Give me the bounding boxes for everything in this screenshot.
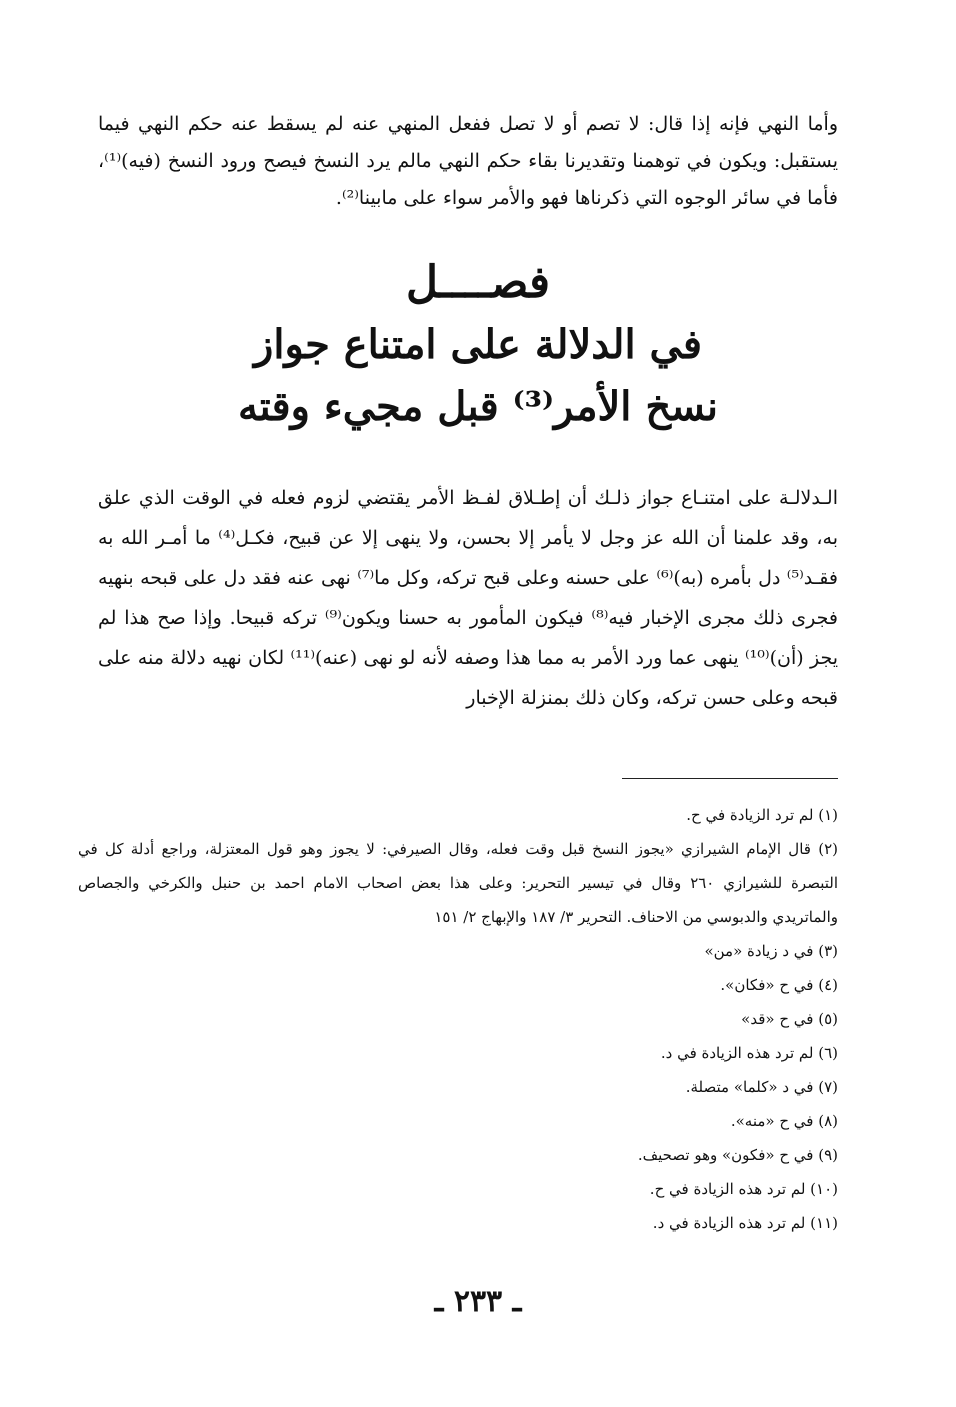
footnote-7: (٧) في د «كلما» متصلة. — [685, 1078, 838, 1096]
footnote-separator — [622, 778, 838, 779]
section-heading-word: فصــــل — [405, 257, 551, 308]
body-paragraph — [98, 478, 838, 718]
footnote-9: (٩) في ح «فكون» وهو تصحيف. — [637, 1146, 838, 1164]
footnote-4: (٤) في ح «فكان». — [720, 976, 838, 994]
body-text: الـدلالـة على امتنـاع جواز ذلـك أن إطـلاق لفـظ الأمر يقتضي لزوم فعله في الوقت الذي علق به، وقد علمنا أن الله عز وجل لا يأمر إلا بحسن، ولا ينهى إلا عن قبيح، فكـل⁽⁴⁾ ما أمـر الله به فقـد⁽⁵⁾ دل بأمره (به)⁽⁶⁾ على حسنه وعلى قبح تركه، وكل ما⁽⁷⁾ نهى عنه فقد دل على قبحه بنهيه فجرى ذلك مجرى الإخبار فيه⁽⁸⁾ فيكون المأمور به حسنا ويكون⁽⁹⁾ تركه قبيحا. وإذا صح هذا لم يجز (أن)⁽¹⁰⁾ ينهى عما ورد الأمر به مما هذا وصفه لأنه لو نهى (عنه)⁽¹¹⁾ لكان نهيه دلالة منه على قبحه وعلى حسن تركه، وكان ذلك بمنزلة الإخبار — [98, 487, 838, 709]
section-heading — [0, 252, 956, 438]
intro-text: وأما النهي فإنه إذا قال: لا تصم أو لا تصل ففعل المنهي عنه لم يسقط عنه حكم النهي فيما يستقبل: ويكون في توهمنا وتقديرنا بقاء حكم النهي مالم يرد النسخ فيصح ورود النسخ (فيه)⁽¹⁾، فأما في سائر الوجوه التي ذكرناها فهو والأمر سواء على مابينا⁽²⁾. — [98, 113, 838, 209]
section-heading-line-2: نسخ الأمر⁽³⁾ قبل مجيء وقته — [238, 383, 718, 430]
footnote-8: (٨) في ح «منه». — [730, 1112, 838, 1130]
footnote-10: (١٠) لم ترد هذه الزيادة في ح. — [649, 1180, 838, 1198]
page-number: ـ ٢٣٣ ـ — [434, 1284, 522, 1319]
footnotes-list — [78, 798, 838, 1240]
intro-paragraph — [98, 106, 838, 217]
section-heading-line-1: في الدلالة على امتناع جواز — [254, 321, 702, 368]
footnote-2: (٢) قال الإمام الشيرازي «يجوز النسخ قبل وقت فعله، وقال الصيرفي: لا يجوز وهو قول المعتزلة، وراجع أدلة كل في التبصرة للشيرازي ٢٦٠ وقال في تيسير التحرير: وعلى هذا بعض اصحاب الامام احمد بن حنبل والكرخي والجصاص والماتريدي والدبوسي من الاحناف. التحرير ٣/ ١٨٧ والإبهاج ٢/ ١٥١ — [78, 840, 838, 926]
footnote-1: (١) لم ترد الزيادة في ح. — [686, 806, 838, 824]
footnote-6: (٦) لم ترد هذه الزيادة في د. — [660, 1044, 838, 1062]
footnote-3: (٣) في د زيادة «من» — [704, 942, 838, 960]
footnote-5: (٥) في ح «قد» — [741, 1010, 838, 1028]
footnote-11: (١١) لم ترد هذه الزيادة في د. — [652, 1214, 838, 1232]
